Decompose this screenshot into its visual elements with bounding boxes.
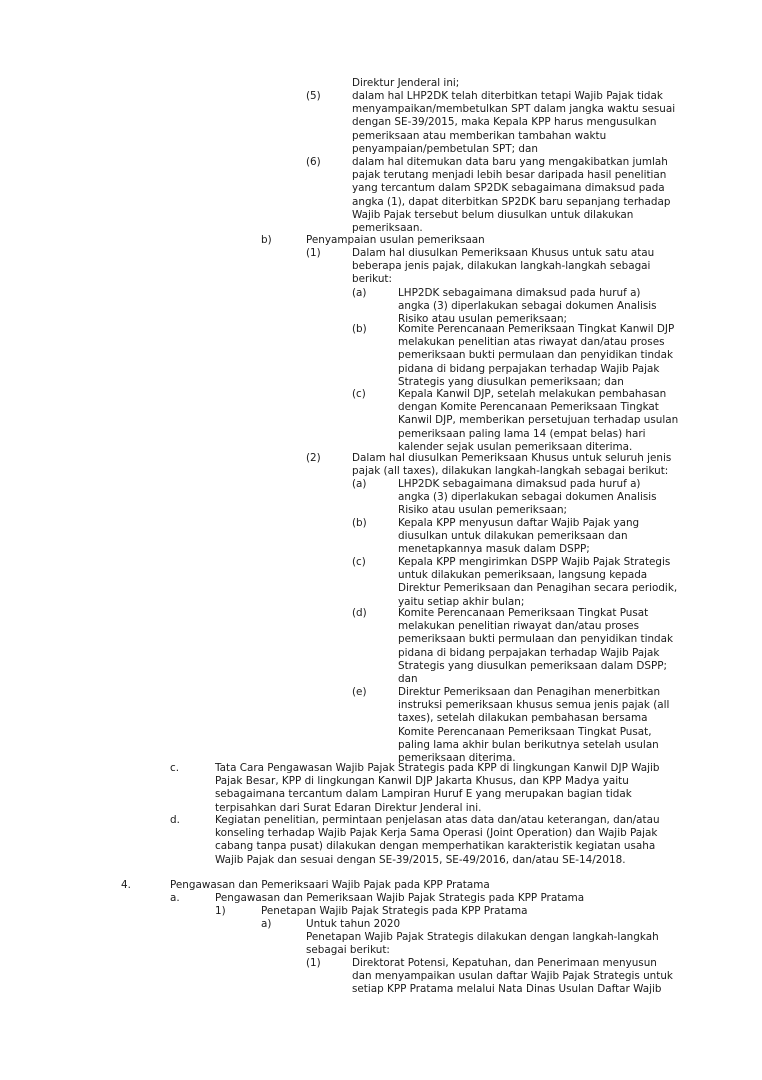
item-text-b2b: Kepala KPP menyusun daftar Wajib Pajak yang diusulkan untuk dilakukan pemeriksaan dan menetapkannya masuk dalam DSPP; (398, 517, 640, 556)
item-text-b1a: LHP2DK sebagaimana dimaksud pada huruf a) angka (3) diperlakukan sebagai dokumen Analisis Risiko atau usulan pemeriksaan; (398, 287, 657, 326)
item-text-c: Tata Cara Pengawasan Wajib Pajak Strategis pada KPP di lingkungan Kanwil DJP Wajib Pajak Besar, KPP di lingkungan Kanwil DJP Jakarta Khusus, dan KPP Madya yaitu sebagaimana tercantum dalam Lampiran Huruf E yang merupakan bagian tidak terpisahkan dari Surat Edaran Direktur Jenderal ini. (215, 762, 660, 814)
item-marker-b1b: (b) (352, 323, 367, 335)
item-marker-b2: (2) (306, 452, 321, 464)
item-marker-d: d. (170, 814, 180, 826)
item-text-b: Penyampaian usulan pemeriksaan (306, 234, 485, 246)
item-marker-b2b: (b) (352, 517, 367, 529)
continuation-line: Direktur Jenderal ini; (352, 77, 460, 89)
item-marker-b1c: (c) (352, 388, 366, 400)
item-text-6: dalam hal ditemukan data baru yang mengakibatkan jumlah pajak terutang menjadi lebih besar daripada hasil penelitian yang tercantum dalam SP2DK sebagaimana dimaksud pada angka (1), dapat diterbitkan SP2DK baru sepanjang terhadap Wajib Pajak tersebut belum diusulkan untuk dilakukan pemeriksaan. (352, 156, 671, 235)
item-marker-5: (5) (306, 90, 321, 102)
item-marker-b: b) (261, 234, 272, 246)
section-marker-4: 4. (121, 879, 131, 891)
item-text-5: dalam hal LHP2DK telah diterbitkan tetapi Wajib Pajak tidak menyampaikan/membetulkan SPT dalam jangka waktu sesuai dengan SE-39/2015, maka Kepala KPP harus mengusulkan pemeriksaan atau memberikan tambahan waktu penyampaian/pembetulan SPT; dan (352, 90, 676, 155)
item-text-b1b: Komite Perencanaan Pemeriksaan Tingkat Kanwil DJP melakukan penelitian atas riwayat dan/atau proses pemeriksaan bukti permulaan dan penyidikan tindak pidana di bidang perpajakan terhadap Wajib Pajak Strategis yang diusulkan pemeriksaan; dan (398, 323, 675, 388)
item-marker-b2d: (d) (352, 607, 367, 619)
item-text-4a1a: Untuk tahun 2020 Penetapan Wajib Pajak Strategis dilakukan dengan langkah-langkah sebagai berikut: (306, 918, 659, 957)
item-marker-b2a: (a) (352, 478, 367, 490)
item-text-b2c: Kepala KPP mengirimkan DSPP Wajib Pajak Strategis untuk dilakukan pemeriksaan, langsung kepada Direktur Pemeriksaan dan Penagihan secara periodik, yaitu setiap akhir bulan; (398, 556, 678, 608)
item-text-b2a: LHP2DK sebagaimana dimaksud pada huruf a) angka (3) diperlakukan sebagai dokumen Analisis Risiko atau usulan pemeriksaan; (398, 478, 657, 517)
item-text-4a1: Penetapan Wajib Pajak Strategis pada KPP Pratama (261, 905, 528, 917)
item-marker-b2e: (e) (352, 686, 367, 698)
item-text-b2e: Direktur Pemeriksaan dan Penagihan menerbitkan instruksi pemeriksaan khusus semua jenis pajak (all taxes), setelah dilakukan pembahasan bersama Komite Perencanaan Pemeriksaan Tingkat Pusat, paling lama akhir bulan berikutnya setelah usulan pemeriksaan diterima. (398, 686, 670, 765)
item-marker-c: c. (170, 762, 180, 774)
item-marker-6: (6) (306, 156, 321, 168)
item-marker-4a1a1: (1) (306, 957, 321, 969)
item-text-d: Kegiatan penelitian, permintaan penjelasan atas data dan/atau keterangan, dan/atau konseling terhadap Wajib Pajak Kerja Sama Operasi (Joint Operation) dan Wajib Pajak cabang tanpa pusat) dilakukan dengan memperhatikan karakteristik kegiatan usaha Wajib Pajak dan sesuai dengan SE-39/2015, SE-49/2016, dan/atau SE-14/2018. (215, 814, 660, 866)
item-text-b2: Dalam hal diusulkan Pemeriksaan Khusus untuk seluruh jenis pajak (all taxes), dilakukan langkah-langkah sebagai berikut: (352, 452, 672, 478)
item-text-b1: Dalam hal diusulkan Pemeriksaan Khusus untuk satu atau beberapa jenis pajak, dilakukan langkah-langkah sebagai berikut: (352, 247, 655, 286)
section-title-4: Pengawasan dan Pemeriksaari Wajib Pajak pada KPP Pratama (170, 879, 490, 891)
item-marker-4a1a: a) (261, 918, 272, 930)
item-text-4a: Pengawasan dan Pemeriksaan Wajib Pajak Strategis pada KPP Pratama (215, 892, 585, 904)
item-marker-4a: a. (170, 892, 180, 904)
item-marker-b2c: (c) (352, 556, 366, 568)
item-text-b1c: Kepala Kanwil DJP, setelah melakukan pembahasan dengan Komite Perencanaan Pemeriksaan Tingkat Kanwil DJP, memberikan persetujuan terhadap usulan pemeriksaan paling lama 14 (empat belas) hari kalender sejak usulan pemeriksaan diterima. (398, 388, 679, 453)
item-text-b2d: Komite Perencanaan Pemeriksaan Tingkat Pusat melakukan penelitian riwayat dan/atau proses pemeriksaan bukti permulaan dan penyidikan tindak pidana di bidang perpajakan terhadap Wajib Pajak Strategis yang diusulkan pemeriksaan dalam DSPP; dan (398, 607, 674, 686)
item-marker-b1a: (a) (352, 287, 367, 299)
item-marker-b1: (1) (306, 247, 321, 259)
item-text-4a1a1: Direktorat Potensi, Kepatuhan, dan Penerimaan menyusun dan menyampaikan usulan daftar Wajib Pajak Strategis untuk setiap KPP Pratama melalui Nata Dinas Usulan Daftar Wajib (352, 957, 673, 996)
item-marker-4a1: 1) (215, 905, 226, 917)
